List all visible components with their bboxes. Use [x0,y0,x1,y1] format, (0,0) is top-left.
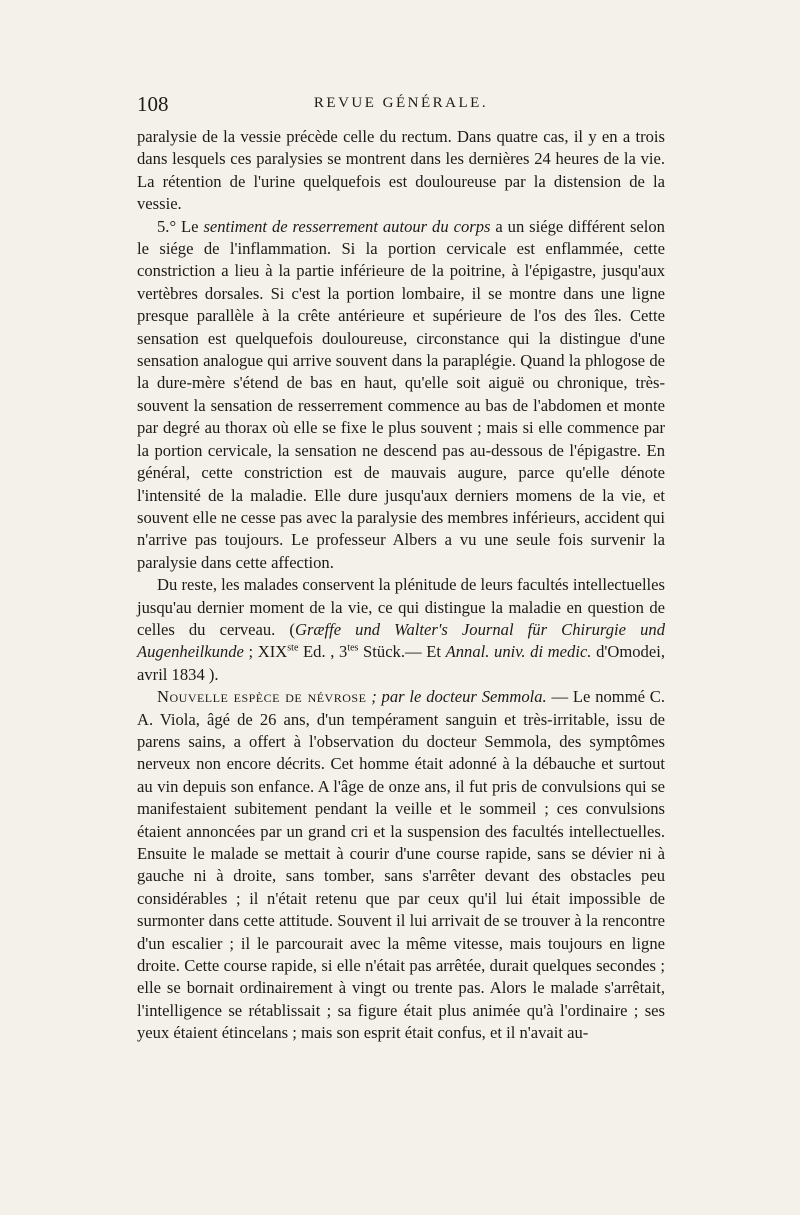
paragraph-4-text: — Le nommé C. A. Viola, âgé de 26 ans, d'un tempérament sanguin et très-irritable, issu de parens sains, a offert à l'observation du docteur Semmola, des symptômes nerveux non encore décrits. Cet homme était adonné à la débauche et surtout au vin depuis son enfance. A l'âge de onze ans, il fut pris de convulsions qui se manifestaient subitement pendant la veille et le sommeil ; ces convulsions étaient annoncées par un grand cri et la suspension des facultés intellectuelles. Ensuite le malade se mettait à courir d'une course rapide, sans se dévier ni à gauche ni à droite, sans tomber, sans s'arrêter devant des obstacles peu considérables ; il n'était retenu que par ceux qu'il lui était impossible de surmonter dans cette attitude. Souvent il lui arrivait de se trouver à la rencontre d'un escalier ; il le parcourait avec la même vitesse, mais toujours en ligne droite. Cette course rapide, si elle n'était pas arrêtée, durait quelques secondes ; elle se bornait ordinairement à vingt ou trente pas. Alors le malade s'arrêtait, l'intelligence se rétablissait ; sa figure était plus animée qu'à l'ordinaire ; ses yeux étaient étincelans ; mais son esprit était confus, et il n'avait au- [137,687,666,1043]
text-body [137,126,665,1045]
volume-ref: ; XIX [243,642,288,662]
paragraph-1 [137,126,665,216]
section-title: Nouvelle espèce de névrose [157,687,367,707]
paragraph-2-emphasis: sentiment de resserrement autour du corps [203,216,491,236]
edition-ref: Ed. , 3 [298,642,348,662]
page-number: 108 [137,92,169,116]
running-head: REVUE GÉNÉRALE. [313,95,489,111]
paragraph-3-text: Du reste, les malades conservent la plénitude de leurs facultés intellectuelles jusqu'au dernier moment de la vie, ce qui distingue la maladie en question de celles du cerveau. ( [137,575,665,639]
edition-sup: tes [347,642,359,654]
citation-end: d'Omodei, avril 1834 ). [137,642,665,684]
section-byline: ; par le docteur Semmola. [366,687,547,707]
paragraph-2 [137,216,665,575]
stuck-ref: Stück.— Et [358,642,446,662]
paragraph-1-text: paralysie de la vessie précède celle du rectum. Dans quatre cas, il y en a trois dans lesquels ces paralysies se montrent dans les dernières 24 heures de la vie. La rétention de l'urine quelquefois est douloureuse par la distension de la vessie. [137,127,665,214]
paragraph-2-text: a un siége différent selon le siége de l'inflammation. Si la portion cervicale est enflammée, cette constriction a lieu à la partie inférieure de la poitrine, à l'épigastre, jusqu'aux vertèbres dorsales. Si c'est la portion lombaire, il se montre dans une ligne presque parallèle à la crête antérieure et supérieure de l'os des îles. Cette sensation est quelquefois douloureuse, circonstance qui la distingue d'une sensation analogue qui arrive souvent dans la paraplégie. Quand la phlogose de la dure-mère s'étend de bas en haut, qu'elle soit aiguë ou chronique, très-souvent la sensation de resserrement commence au bas de l'abdomen et monte par degré au thorax où elle se fixe le plus souvent ; mais si elle commence par la portion cervicale, la sensation ne descend pas au-dessous de l'épigastre. En général, cette constriction est de mauvais augure, parce qu'elle dénote l'intensité de la maladie. Elle dure jusqu'aux derniers momens de la vie, et souvent elle ne cesse pas avec la paralysie des membres inférieurs, accident qui n'arrive pas toujours. Le professeur Albers a vu une seule fois survenir la paralysie dans cette affection. [137,216,665,572]
paragraph-3 [137,574,665,686]
page-header [137,92,665,116]
journal-citation-2: Annal. univ. di medic. [445,642,592,662]
paragraph-4 [137,686,665,1045]
volume-sup: ste [287,642,299,654]
journal-citation-1: Græffe und Walter's Journal für Chirurgie und Augenheilkunde [137,619,665,662]
paragraph-2-lead: 5.° Le [157,216,204,236]
